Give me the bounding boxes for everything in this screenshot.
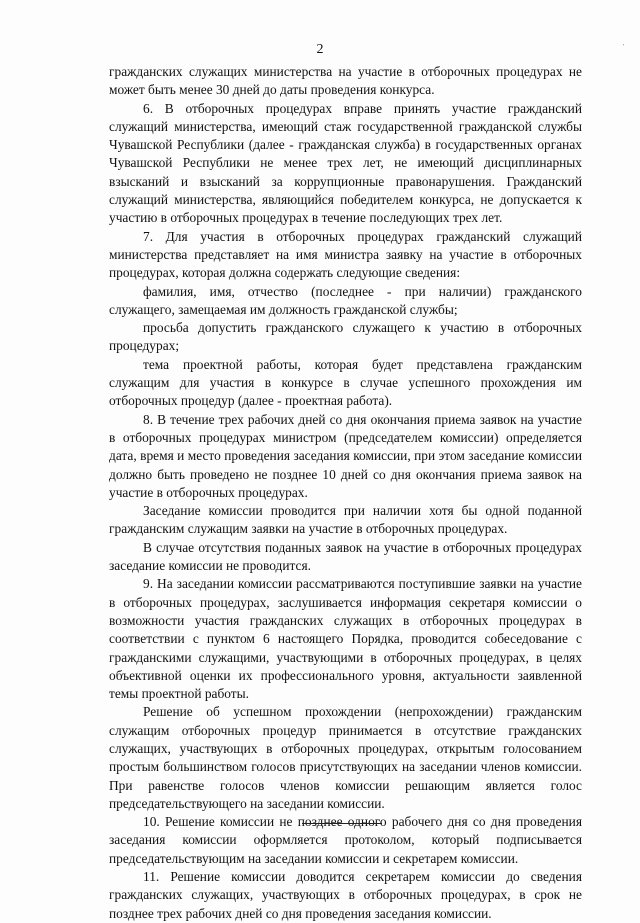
paragraph-item-8-meeting: Заседание комиссии проводится при наличии хотя бы одной поданной гражданским служащим заявки на участие в отборочных процедурах. xyxy=(109,503,582,537)
paragraph-item-9-decision: Решение об успешном прохождении (непрохождении) гражданским служащим отборочных процедур принимается в отсутствие гражданских служащих, участвующих в отборочных процедурах, открытым голосованием простым большинством голосов присутствующих на заседании членов комиссии. При равенстве голосов членов комиссии решающим является голос председательствующего на заседании комиссии. xyxy=(109,704,582,811)
corner-mark: ' xyxy=(623,44,625,50)
paragraph-item-7-topic: тема проектной работы, которая будет представлена гражданским служащим для участия в конкурсе в случае успешного прохождения им отборочных процедур (далее - проектная работа). xyxy=(109,356,582,409)
paragraph-item-10: 10. Решение комиссии не позднее одного рабочего дня со дня проведения заседания комиссии оформляется протоколом, который подписывается председательствующим на заседании комиссии и секретарем комиссии. xyxy=(109,814,582,866)
end-separator-line xyxy=(302,823,382,824)
document-body xyxy=(109,63,582,923)
paragraph-item-7-fio: фамилия, имя, отчество (последнее - при наличии) гражданского служащего, замещаемая им должность гражданской службы; xyxy=(109,283,582,317)
paragraph-item-8: 8. В течение трех рабочих дней со дня окончания приема заявок на участие в отборочных процедурах министром (председателем комиссии) определяется дата, время и место проведения заседания комиссии, при этом заседание комиссии должно быть проведено не позднее 10 дней со дня окончания приема заявок на участие в отборочных процедурах. xyxy=(109,411,582,500)
paragraph-item-8-no-applications: В случае отсутствия поданных заявок на участие в отборочных процедурах заседание комиссии не проводится. xyxy=(109,539,582,574)
paragraph-item-6: 6. В отборочных процедурах вправе принять участие гражданский служащий министерства, имеющий стаж государственной гражданской службы Чувашской Республики (далее - гражданская служба) в государственных органах Чувашской Республики не менее трех лет, не имеющий дисциплинарных взысканий и взысканий за коррупционные правонарушения. Гражданский служащий министерства, являющийся победителем конкурса, не допускается к участию в отборочных процедурах в течение последующих трех лет. xyxy=(109,100,582,226)
paragraph-item-9: 9. На заседании комиссии рассматриваются поступившие заявки на участие в отборочных процедурах, заслушивается информация секретаря комиссии о возможности участия гражданских служащих в отборочных процедурах в соответствии с пунктом 6 настоящего Порядка, проводится собеседование с гражданскими служащими, участвующими в отборочных процедурах, в целях объективной оценки их профессионального уровня, актуальности заявленной темы проектной работы. xyxy=(109,576,582,702)
paragraph-item-7-request: просьба допустить гражданского служащего к участию в отборочных процедурах; xyxy=(109,320,582,354)
paragraph-item-11: 11. Решение комиссии доводится секретарем комиссии до сведения гражданских служащих, участвующих в отборочных процедурах, в срок не позднее трех рабочих дней со дня проведения заседания комиссии. xyxy=(109,869,582,921)
page-number: 2 xyxy=(316,42,324,57)
paragraph-continuation: гражданских служащих министерства на участие в отборочных процедурах не может быть менее 30 дней до даты проведения конкурса. xyxy=(109,64,582,98)
paragraph-item-7: 7. Для участия в отборочных процедурах гражданский служащий министерства представляет на имя министра заявку на участие в отборочных процедурах, которая должна содержать следующие сведения: xyxy=(109,228,582,281)
